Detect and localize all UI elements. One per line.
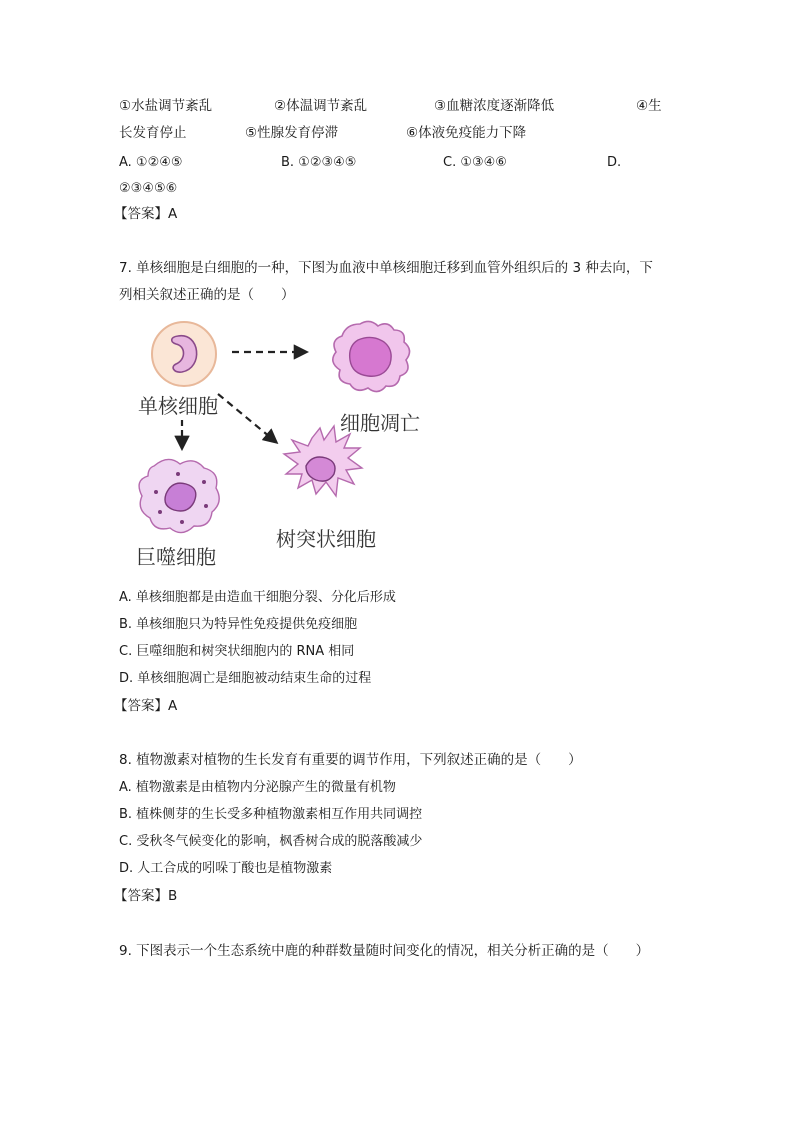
label-monocyte: 单核细胞 — [138, 394, 218, 418]
arrow-to-dendritic — [218, 394, 276, 442]
q7-option-b: B. 单核细胞只为特异性免疫提供免疫细胞 — [119, 617, 358, 632]
label-dendritic: 树突状细胞 — [276, 527, 376, 551]
apoptotic-cell — [333, 321, 410, 391]
q6-item-2: ②体温调节紊乱 — [274, 98, 368, 114]
q6-option-d-cont: ②③④⑤⑥ — [119, 181, 178, 196]
q8-option-d: D. 人工合成的吲哚丁酸也是植物激素 — [119, 861, 333, 876]
q9-stem: 9. 下图表示一个生态系统中鹿的种群数量随时间变化的情况，相关分析正确的是（ ） — [119, 943, 650, 959]
q6-item-4-end: 长发育停止 — [119, 125, 187, 141]
q7-answer: 【答案】A — [114, 698, 178, 714]
q8-answer: 【答案】B — [114, 888, 178, 904]
q6-option-c: C. ①③④⑥ — [443, 155, 507, 170]
q7-option-d: D. 单核细胞凋亡是细胞被动结束生命的过程 — [119, 671, 372, 686]
q6-item-5: ⑤性腺发育停滞 — [245, 125, 339, 141]
q8-option-a: A. 植物激素是由植物内分泌腺产生的微量有机物 — [119, 780, 396, 795]
q6-option-a: A. ①②④⑤ — [119, 155, 183, 170]
q7-stem-line2: 列相关叙述正确的是（ ） — [119, 287, 295, 303]
q6-item-6: ⑥体液免疫能力下降 — [406, 125, 527, 141]
q7-option-a: A. 单核细胞都是由造血干细胞分裂、分化后形成 — [119, 590, 396, 605]
q6-option-d: D. — [607, 155, 622, 170]
dendritic-cell — [284, 426, 362, 496]
q6-item-4-start: ④生 — [636, 98, 662, 114]
label-macrophage: 巨噬细胞 — [136, 545, 216, 566]
label-apoptosis: 细胞凋亡 — [340, 411, 420, 435]
q6-item-1: ①水盐调节紊乱 — [119, 98, 213, 114]
q7-option-c: C. 巨噬细胞和树突状细胞内的 RNA 相同 — [119, 644, 355, 659]
q6-item-3: ③血糖浓度逐渐降低 — [434, 98, 555, 114]
q8-option-b: B. 植株侧芽的生长受多种植物激素相互作用共同调控 — [119, 807, 423, 822]
q6-answer: 【答案】A — [114, 206, 178, 222]
monocyte-cell — [152, 322, 216, 386]
q6-option-b: B. ①②③④⑤ — [281, 155, 357, 170]
q8-stem: 8. 植物激素对植物的生长发育有重要的调节作用，下列叙述正确的是（ ） — [119, 752, 582, 768]
monocyte-fate-diagram — [120, 316, 440, 566]
q7-stem-line1: 7. 单核细胞是白细胞的一种，下图为血液中单核细胞迁移到血管外组织后的 3 种去向，下 — [119, 260, 653, 276]
macrophage-cell — [139, 459, 219, 532]
q8-option-c: C. 受秋冬气候变化的影响，枫香树合成的脱落酸减少 — [119, 834, 423, 849]
